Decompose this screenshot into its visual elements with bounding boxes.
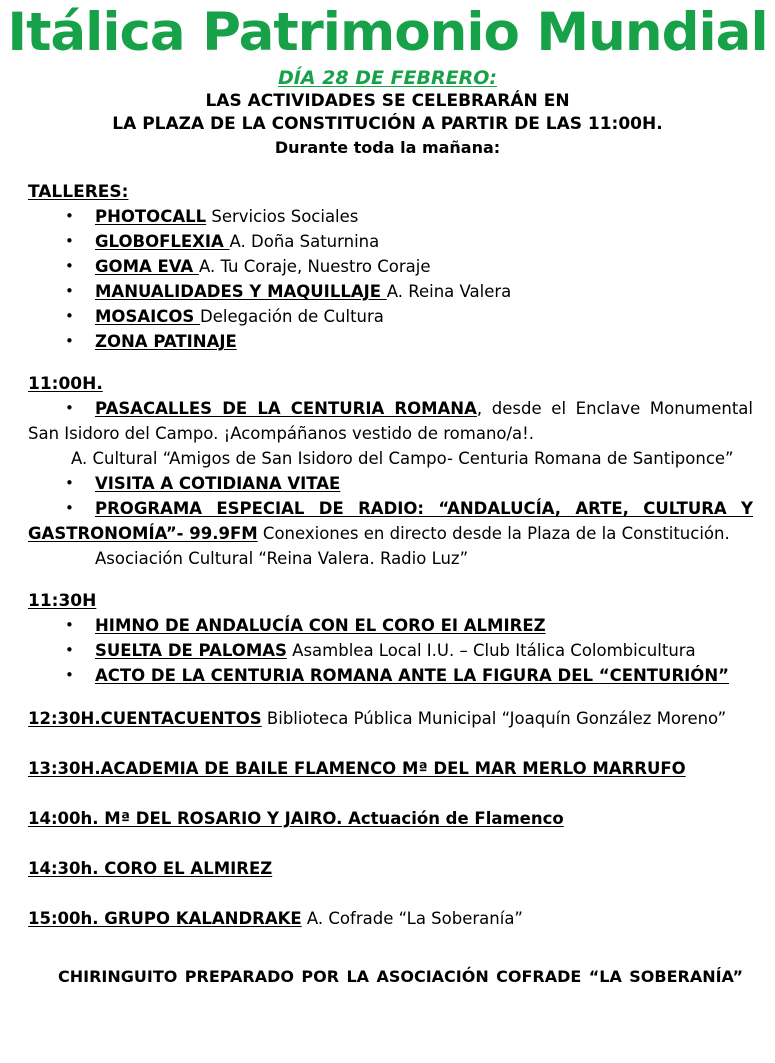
taller-name: MOSAICOS [95,307,201,326]
slot-1100-item-1-organizer: A. Cultural “Amigos de San Isidoro del Campo- Centuria Romana de Santiponce” [71,449,734,468]
taller-name: GOMA EVA [95,257,199,276]
slot-1100-list-2 [28,471,753,546]
slot-1400-title: 14:00h. Mª DEL ROSARIO Y JAIRO. Actuación de Flamenco [28,809,564,828]
slot-1100-item-3-organizer: Asociación Cultural “Reina Valera. Radio Luz” [95,549,469,568]
taller-name: PHOTOCALL [95,207,207,226]
spacer [28,881,753,906]
chiringuito-word-3: POR LA ASOCIACIÓN COFRADE [301,967,582,986]
activity-detail: , desde el Enclave Monumental San Isidoro del Campo. ¡Acompáñanos vestido de romano/a!. [28,399,753,443]
taller-name: MANUALIDADES Y MAQUILLAJE [95,282,387,301]
list-item [28,254,753,279]
program-body [28,180,753,1029]
activity-name: PASACALLES DE LA CENTURIA ROMANA [95,399,477,418]
info-line-1: LAS ACTIVIDADES SE CELEBRARÁN EN [205,91,570,111]
slot-1230-line [28,706,753,731]
activity-detail: Asamblea Local I.U. – Club Itálica Colombicultura [286,641,696,660]
spacer [28,831,753,856]
taller-detail: Delegación de Cultura [200,307,384,326]
chiringuito-word-2: PREPARADO [184,967,294,986]
slot-1130-heading: 11:30H [28,591,97,611]
page-title: Itálica Patrimonio Mundial [7,2,768,63]
talleres-heading: TALLERES: [28,182,129,202]
slot-1330-line [28,756,753,781]
slot-1400-line [28,806,753,831]
taller-name: GLOBOFLEXIA [95,232,230,251]
spacer [28,731,753,756]
list-item [28,329,753,354]
activity-name: VISITA A COTIDIANA VITAE [95,474,341,493]
slot-1100-heading: 11:00H. [28,374,103,394]
list-item [28,663,753,688]
spacer [28,354,753,372]
slot-1500-line [28,906,753,931]
list-item [28,229,753,254]
slot-1100-list [28,396,753,446]
spacer [28,571,753,589]
activity-name: HIMNO DE ANDALUCÍA CON EL CORO EI ALMIREZ [95,616,546,635]
talleres-list [28,204,753,354]
slot-1130-section [28,589,753,613]
poster-page [0,4,775,1063]
slot-1130-list [28,613,753,688]
list-item [28,613,753,638]
slot-1100-section [28,372,753,396]
spacer [28,781,753,806]
activity-name: SUELTA DE PALOMAS [95,641,287,660]
list-item [28,304,753,329]
activity-name: PROGRAMA ESPECIAL DE RADIO: “ANDALUCÍA, ARTE, CULTURA Y GASTRONOMÍA”- 99.9FM [28,499,753,543]
info-line-2: LA PLAZA DE LA CONSTITUCIÓN A PARTIR DE LAS 11:00H. [112,114,663,134]
info-line-3: Durante toda la mañana: [274,138,501,157]
event-date-line: DÍA 28 DE FEBRERO: [277,67,497,89]
list-item [28,496,753,546]
slot-1430-line [28,856,753,881]
list-item [28,638,753,663]
taller-detail: A. Reina Valera [386,282,512,301]
activity-name: ACTO DE LA CENTURIA ROMANA ANTE LA FIGURA DEL “CENTURIÓN” [95,666,729,685]
taller-detail: Servicios Sociales [206,207,359,226]
slot-1230-detail: Biblioteca Pública Municipal “Joaquín González Moreno” [261,709,727,728]
slot-1500-detail: A. Cofrade “La Soberanía” [301,909,523,928]
taller-name: ZONA PATINAJE [95,332,237,351]
list-item [28,396,753,446]
spacer [28,688,753,706]
talleres-section [28,180,753,204]
list-item [28,279,753,304]
slot-1430-title: 14:30h. CORO EL ALMIREZ [28,859,273,878]
taller-detail: A. Tu Coraje, Nuestro Coraje [198,257,431,276]
chiringuito-word-4: “LA SOBERANÍA” [588,967,743,986]
activity-detail: Conexiones en directo desde la Plaza de la Constitución. [257,524,730,543]
slot-1230-title: 12:30H.CUENTACUENTOS [28,709,262,728]
chiringuito-note [58,965,743,1013]
list-item [28,471,753,496]
slot-1330-title: 13:30H.ACADEMIA DE BAILE FLAMENCO Mª DEL MAR MERLO MARRUFO [28,759,686,778]
chiringuito-word-1: CHIRINGUITO [58,967,178,986]
list-item [28,204,753,229]
slot-1500-title: 15:00h. GRUPO KALANDRAKE [28,909,302,928]
taller-detail: A. Doña Saturnina [229,232,380,251]
spacer [28,931,753,949]
